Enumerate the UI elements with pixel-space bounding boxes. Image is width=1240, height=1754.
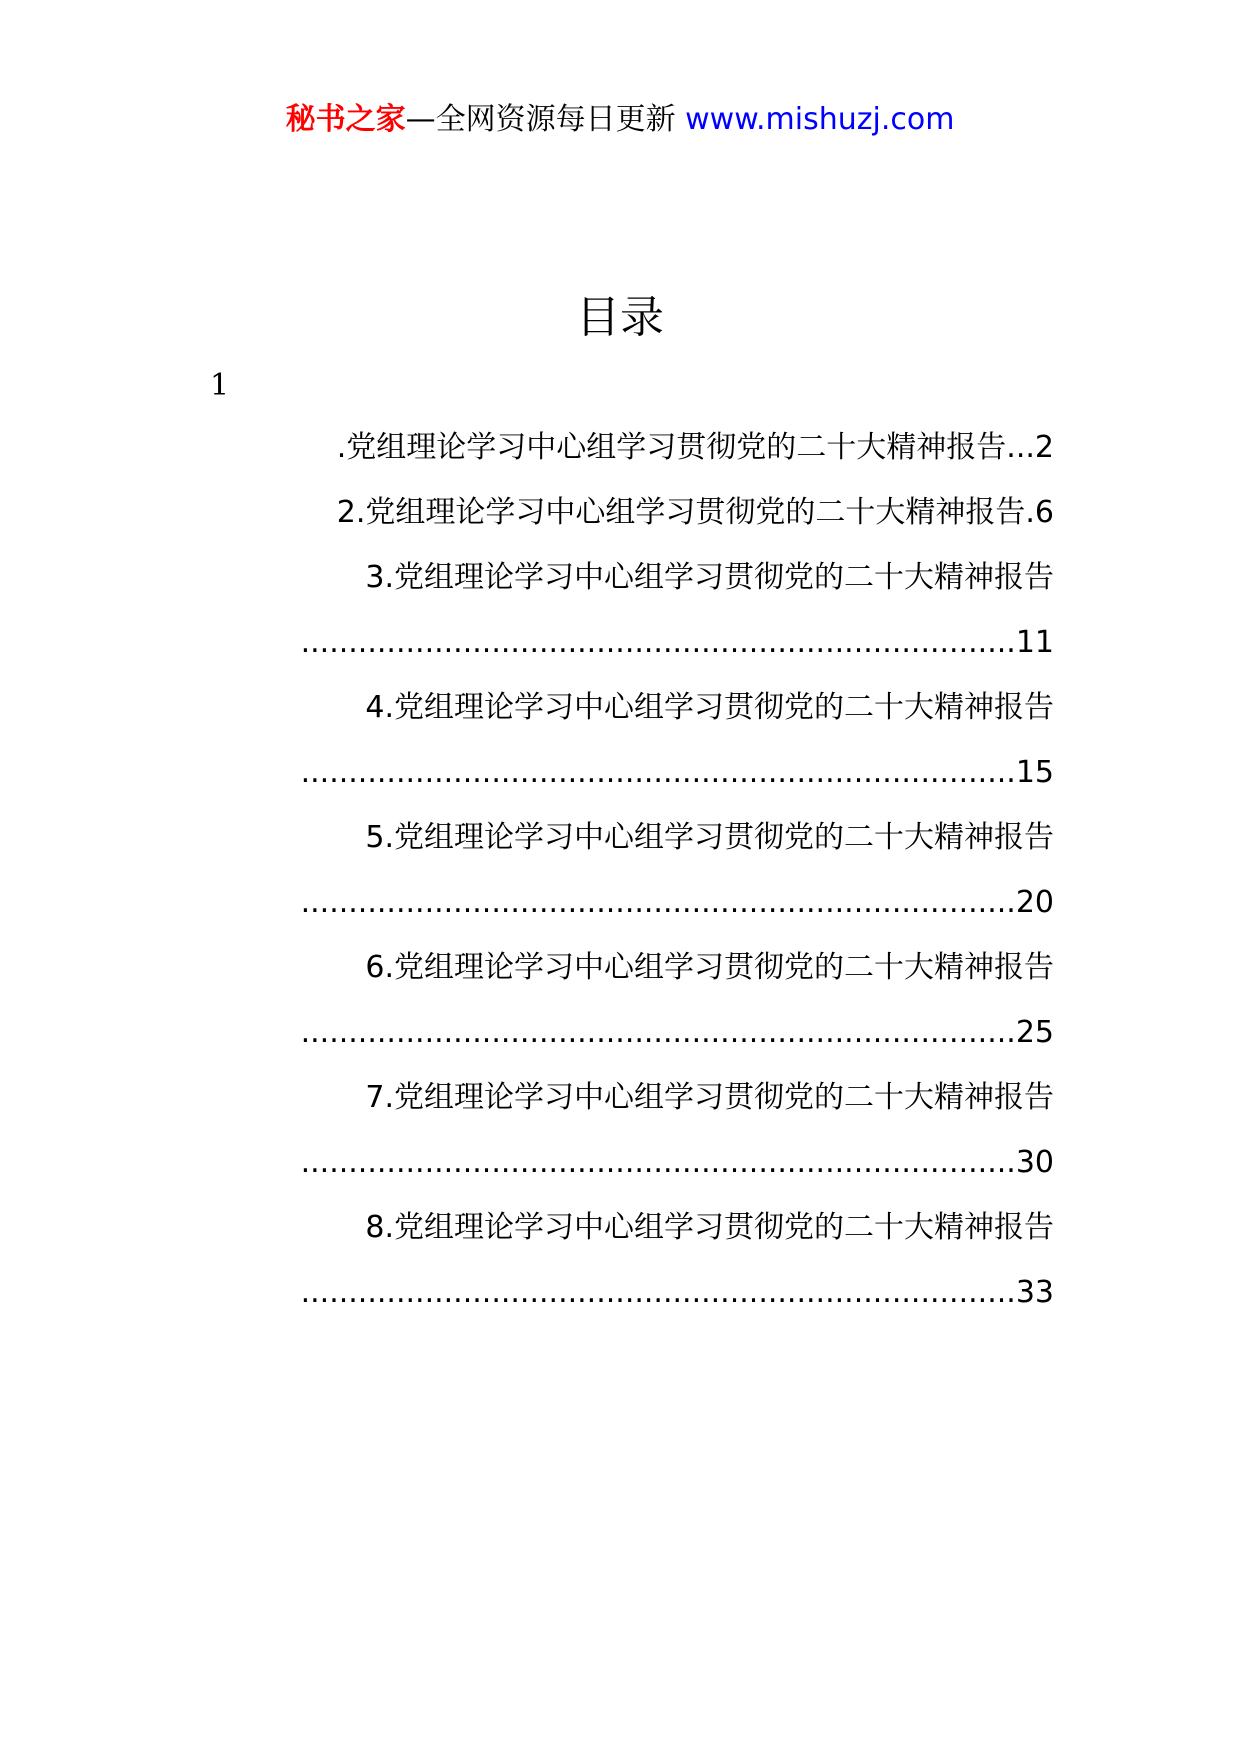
page-number: 33	[1015, 1275, 1054, 1310]
dot-leader: ...........................................................................	[300, 625, 1016, 660]
toc-entry-4-title[interactable]: 4.党组理论学习中心组学习贯彻党的二十大精神报告	[365, 690, 1054, 725]
page-number: 25	[1015, 1015, 1054, 1050]
toc-entry-5-leader-line	[190, 883, 1054, 923]
header-slogan: —全网资源每日更新	[405, 102, 676, 137]
toc-entry-7-leader-line	[190, 1143, 1054, 1183]
page-number: 15	[1015, 755, 1054, 790]
toc-entry-1[interactable]: .党组理论学习中心组学习贯彻党的二十大精神报告...2	[336, 430, 1054, 465]
toc-entry-3-title[interactable]: 3.党组理论学习中心组学习贯彻党的二十大精神报告	[365, 560, 1054, 595]
toc-entry-2[interactable]: 2.党组理论学习中心组学习贯彻党的二十大精神报告.6	[336, 495, 1054, 530]
site-header	[0, 100, 1240, 140]
dot-leader: ...........................................................................	[300, 885, 1016, 920]
page-number: 20	[1015, 885, 1054, 920]
page-number: 30	[1015, 1145, 1054, 1180]
toc-entry-6-leader-line	[190, 1013, 1054, 1053]
stray-number: 1	[210, 368, 230, 403]
toc-entry-5-title[interactable]: 5.党组理论学习中心组学习贯彻党的二十大精神报告	[365, 820, 1054, 855]
toc-entry-4-leader-line	[190, 753, 1054, 793]
toc-entry-6-title[interactable]: 6.党组理论学习中心组学习贯彻党的二十大精神报告	[365, 950, 1054, 985]
dot-leader: ...........................................................................	[300, 1145, 1016, 1180]
toc-entry-7-title[interactable]: 7.党组理论学习中心组学习贯彻党的二十大精神报告	[365, 1080, 1054, 1115]
brand-name: 秘书之家	[285, 102, 406, 137]
toc-entry-3-leader-line	[190, 623, 1054, 663]
page-number: 11	[1015, 625, 1054, 660]
dot-leader: ...........................................................................	[300, 755, 1016, 790]
site-url-link[interactable]: www.mishuzj.com	[685, 102, 955, 137]
dot-leader: ...........................................................................	[300, 1275, 1016, 1310]
toc-entry-8-leader-line	[190, 1273, 1054, 1313]
toc-title: 目录	[576, 292, 664, 343]
toc-entry-8-title[interactable]: 8.党组理论学习中心组学习贯彻党的二十大精神报告	[365, 1210, 1054, 1245]
dot-leader: ...........................................................................	[300, 1015, 1016, 1050]
